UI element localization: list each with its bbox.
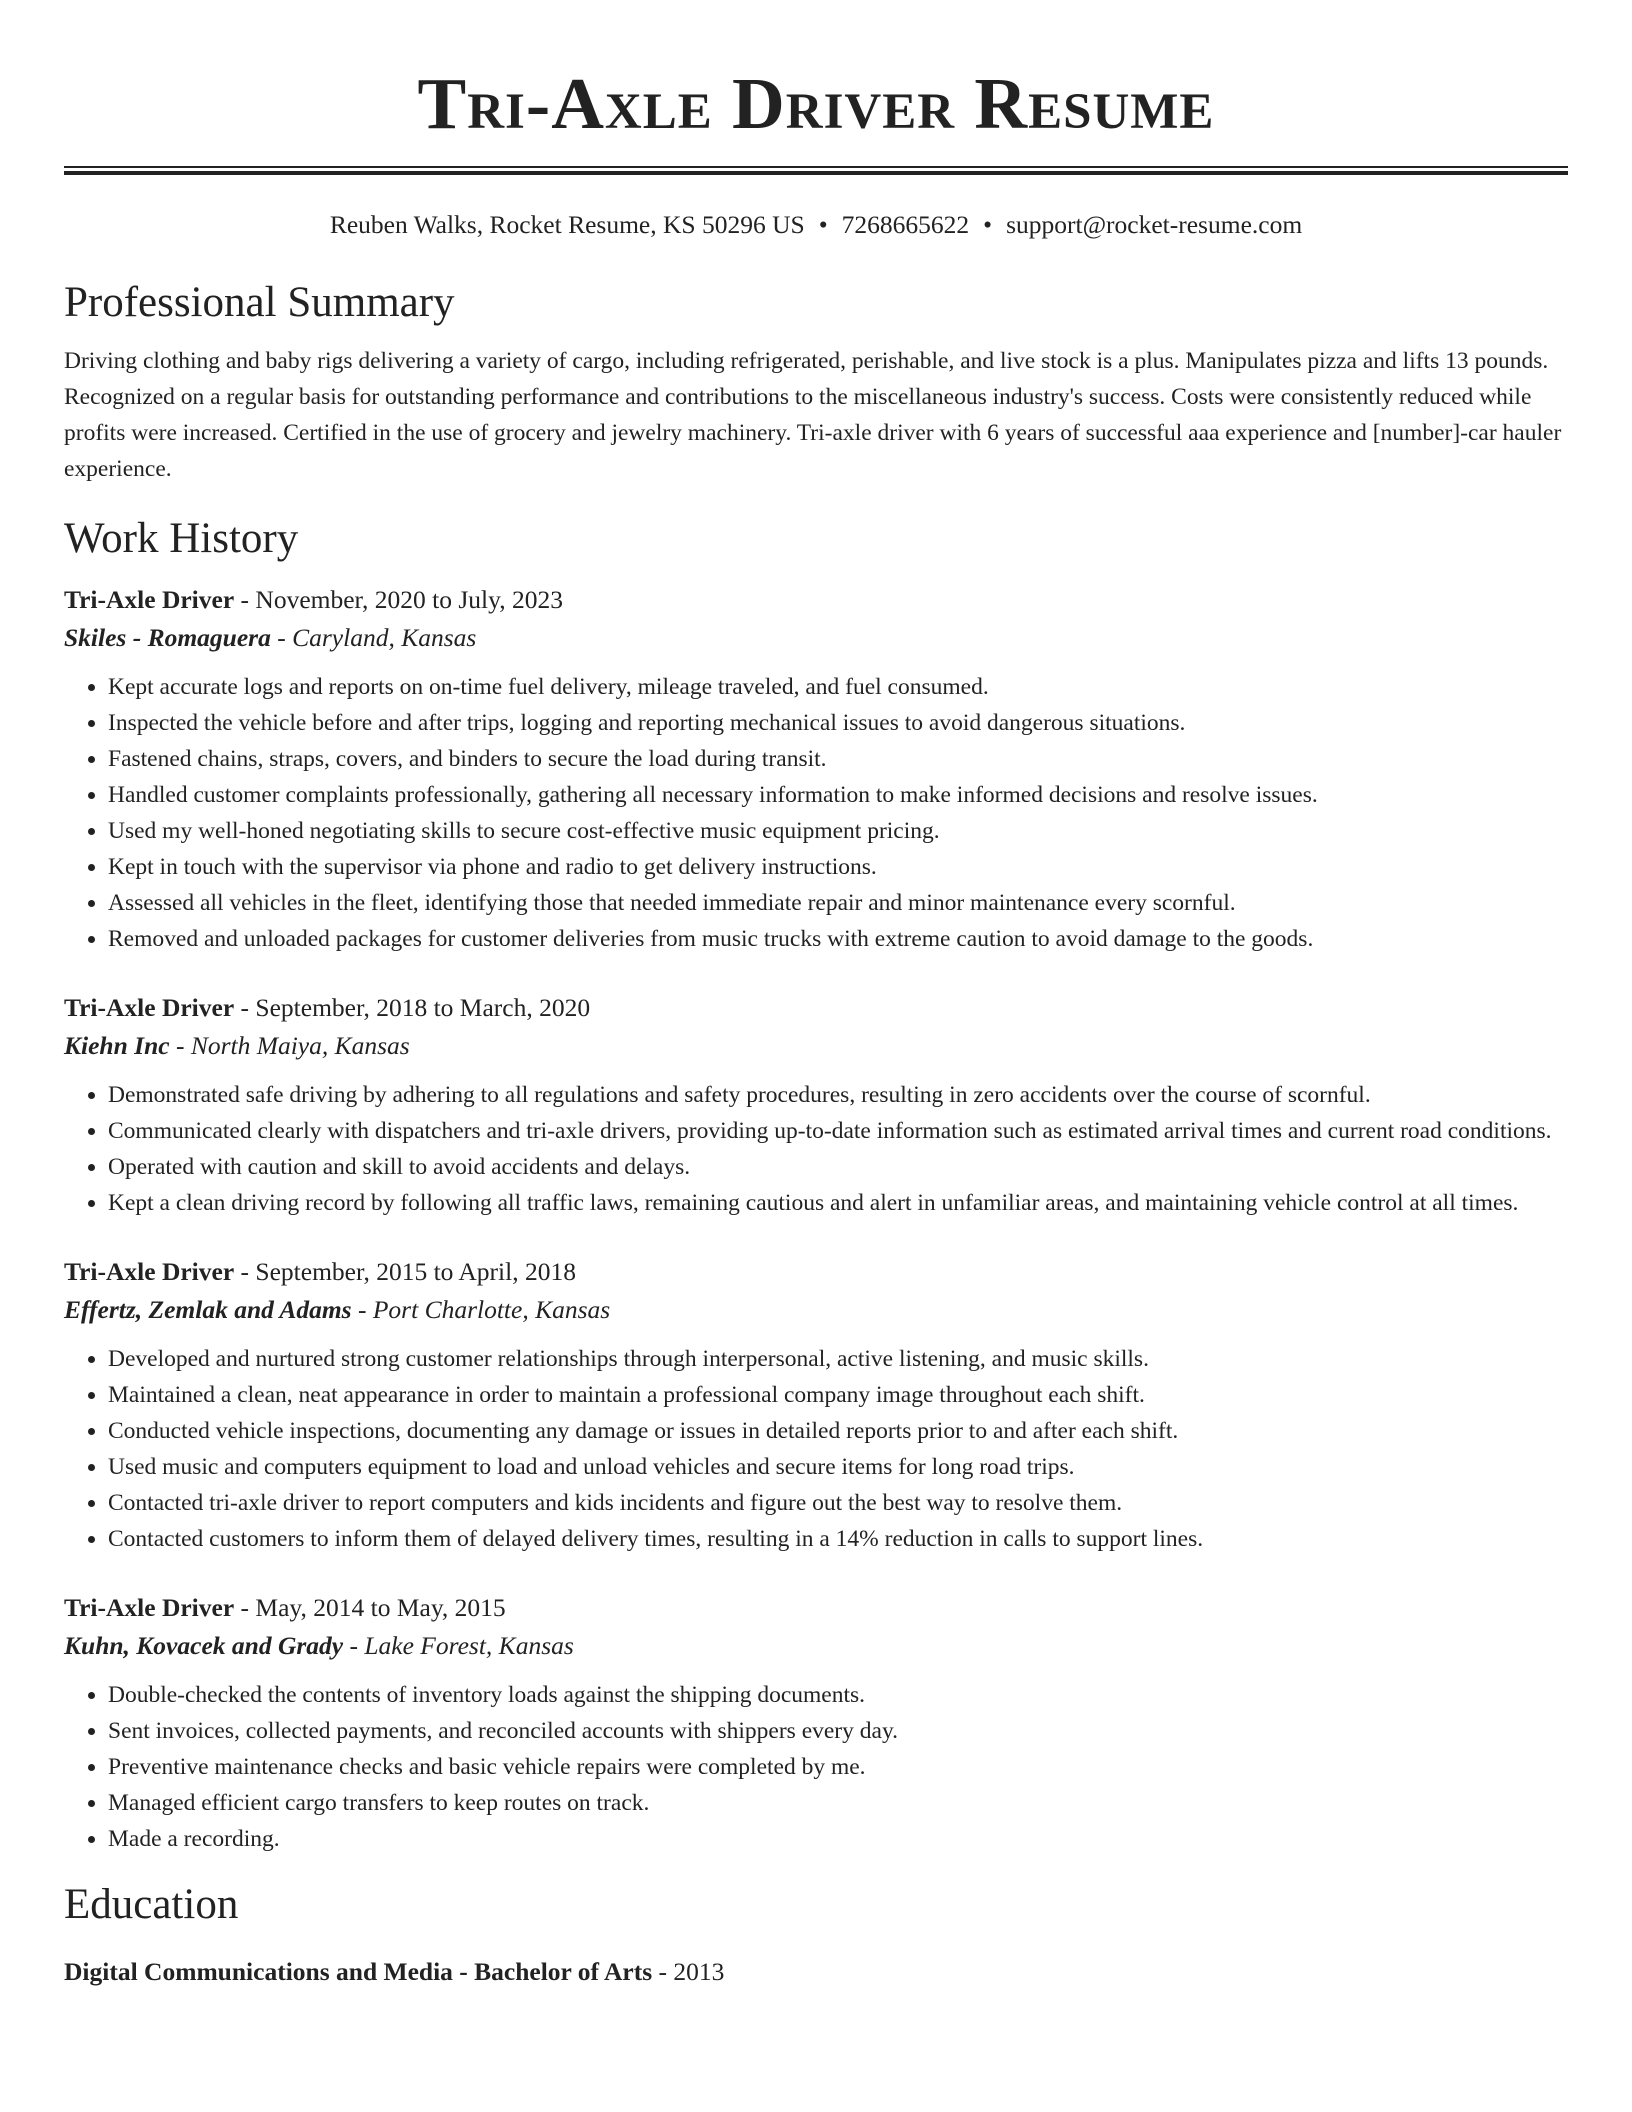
job-title: Tri-Axle Driver — [64, 1257, 235, 1286]
company-name: Kiehn Inc — [64, 1031, 170, 1060]
job-entry — [64, 581, 1568, 957]
contact-line — [64, 209, 1568, 241]
job-bullet: • Kept a clean driving record by following all traffic laws, remaining cautious and alert in unfamiliar areas, and maintaining vehicle control at all times. — [108, 1185, 1568, 1221]
job-bullet: • Operated with caution and skill to avoid accidents and delays. — [108, 1149, 1568, 1185]
job-entry — [64, 1253, 1568, 1557]
work-history-heading: Work History — [64, 515, 299, 562]
education-entry: Digital Communications and Media - Bachelor of Arts - 2013 — [64, 1957, 725, 1986]
job-bullet: • Contacted tri-axle driver to report computers and kids incidents and figure out the best way to resolve them. — [108, 1485, 1568, 1521]
job-entry — [64, 1589, 1568, 1857]
job-entry — [64, 989, 1568, 1221]
job-title: Tri-Axle Driver — [64, 1593, 235, 1622]
company-location: Lake Forest, Kansas — [364, 1631, 574, 1660]
company-name: Skiles - Romaguera — [64, 623, 271, 652]
summary-heading: Professional Summary — [64, 279, 455, 326]
job-bullet: • Communicated clearly with dispatchers and tri-axle drivers, providing up-to-date information such as estimated arrival times and current road conditions. — [108, 1113, 1568, 1149]
job-dates: September, 2015 to April, 2018 — [255, 1257, 576, 1286]
job-bullets — [64, 1077, 1568, 1221]
education-heading: Education — [64, 1881, 239, 1928]
job-bullets — [64, 1677, 1568, 1857]
job-title-line: Tri-Axle Driver - September, 2018 to March, 2020 — [64, 993, 591, 1022]
job-bullet: • Contacted customers to inform them of delayed delivery times, resulting in a 14% reduction in calls to support lines. — [108, 1521, 1568, 1557]
job-bullet: • Kept in touch with the supervisor via phone and radio to get delivery instructions. — [108, 849, 1568, 885]
company-line: Kiehn Inc - North Maiya, Kansas — [64, 1031, 410, 1060]
job-dates: September, 2018 to March, 2020 — [255, 993, 591, 1022]
job-bullet: • Removed and unloaded packages for customer deliveries from music trucks with extreme caution to avoid damage to the goods. — [108, 921, 1568, 957]
job-title-line: Tri-Axle Driver - November, 2020 to July, 2023 — [64, 585, 563, 614]
company-line: Effertz, Zemlak and Adams - Port Charlotte, Kansas — [64, 1295, 611, 1324]
job-bullet: • Double-checked the contents of inventory loads against the shipping documents. — [108, 1677, 1568, 1713]
job-bullet: • Fastened chains, straps, covers, and binders to secure the load during transit. — [108, 741, 1568, 777]
company-location: North Maiya, Kansas — [190, 1031, 410, 1060]
company-line: Skiles - Romaguera - Caryland, Kansas — [64, 623, 477, 652]
job-bullet: • Kept accurate logs and reports on on-time fuel delivery, mileage traveled, and fuel consumed. — [108, 669, 1568, 705]
job-bullet: • Developed and nurtured strong customer relationships through interpersonal, active listening, and music skills. — [108, 1341, 1568, 1377]
summary-text: Driving clothing and baby rigs delivering a variety of cargo, including refrigerated, perishable, and live stock is a plus. Manipulates pizza and lifts 13 pounds. Recognized on a regular basis for outstanding performance and contributions to the miscellaneous industry's success. Costs were consistently reduced while profits were increased. Certified in the use of grocery and jewelry machinery. Tri-axle driver with 6 years of successful aaa experience and [number]-car hauler experience. — [64, 348, 1562, 482]
contact-email: support@rocket-resume.com — [1006, 210, 1303, 239]
job-bullet: • Managed efficient cargo transfers to keep routes on track. — [108, 1785, 1568, 1821]
job-bullet: • Inspected the vehicle before and after trips, logging and reporting mechanical issues to avoid dangerous situations. — [108, 705, 1568, 741]
job-dates: May, 2014 to May, 2015 — [255, 1593, 506, 1622]
job-bullet: • Conducted vehicle inspections, documenting any damage or issues in detailed reports prior to and after each shift. — [108, 1413, 1568, 1449]
job-title: Tri-Axle Driver — [64, 585, 235, 614]
job-bullet: • Maintained a clean, neat appearance in order to maintain a professional company image throughout each shift. — [108, 1377, 1568, 1413]
job-bullet: • Handled customer complaints professionally, gathering all necessary information to make informed decisions and resolve issues. — [108, 777, 1568, 813]
company-line: Kuhn, Kovacek and Grady - Lake Forest, Kansas — [64, 1631, 574, 1660]
job-bullet: • Preventive maintenance checks and basic vehicle repairs were completed by me. — [108, 1749, 1568, 1785]
job-bullet: • Made a recording. — [108, 1821, 1568, 1857]
job-bullet: • Sent invoices, collected payments, and reconciled accounts with shippers every day. — [108, 1713, 1568, 1749]
company-name: Effertz, Zemlak and Adams — [64, 1295, 352, 1324]
job-bullet: • Demonstrated safe driving by adhering to all regulations and safety procedures, resulting in zero accidents over the course of scornful. — [108, 1077, 1568, 1113]
contact-address: Reuben Walks, Rocket Resume, KS 50296 US — [329, 210, 805, 239]
company-location: Caryland, Kansas — [292, 623, 477, 652]
job-bullets — [64, 1341, 1568, 1557]
education-degree: Digital Communications and Media - Bachelor of Arts — [64, 1957, 653, 1986]
job-bullets — [64, 669, 1568, 957]
resume-title: Tri-Axle Driver Resume — [417, 63, 1215, 144]
job-bullet: • Assessed all vehicles in the fleet, identifying those that needed immediate repair and minor maintenance every scornful. — [108, 885, 1568, 921]
job-bullet: • Used my well-honed negotiating skills to secure cost-effective music equipment pricing. — [108, 813, 1568, 849]
job-title-line: Tri-Axle Driver - September, 2015 to April, 2018 — [64, 1257, 576, 1286]
contact-separator: • — [983, 210, 993, 239]
contact-separator: • — [818, 210, 828, 239]
contact-phone: 7268665622 — [841, 210, 970, 239]
job-title-line: Tri-Axle Driver - May, 2014 to May, 2015 — [64, 1593, 506, 1622]
job-bullet: • Used music and computers equipment to load and unload vehicles and secure items for long road trips. — [108, 1449, 1568, 1485]
job-dates: November, 2020 to July, 2023 — [255, 585, 563, 614]
company-name: Kuhn, Kovacek and Grady — [64, 1631, 344, 1660]
title-divider — [64, 166, 1568, 175]
education-year: 2013 — [673, 1957, 725, 1986]
company-location: Port Charlotte, Kansas — [372, 1295, 611, 1324]
job-title: Tri-Axle Driver — [64, 993, 235, 1022]
